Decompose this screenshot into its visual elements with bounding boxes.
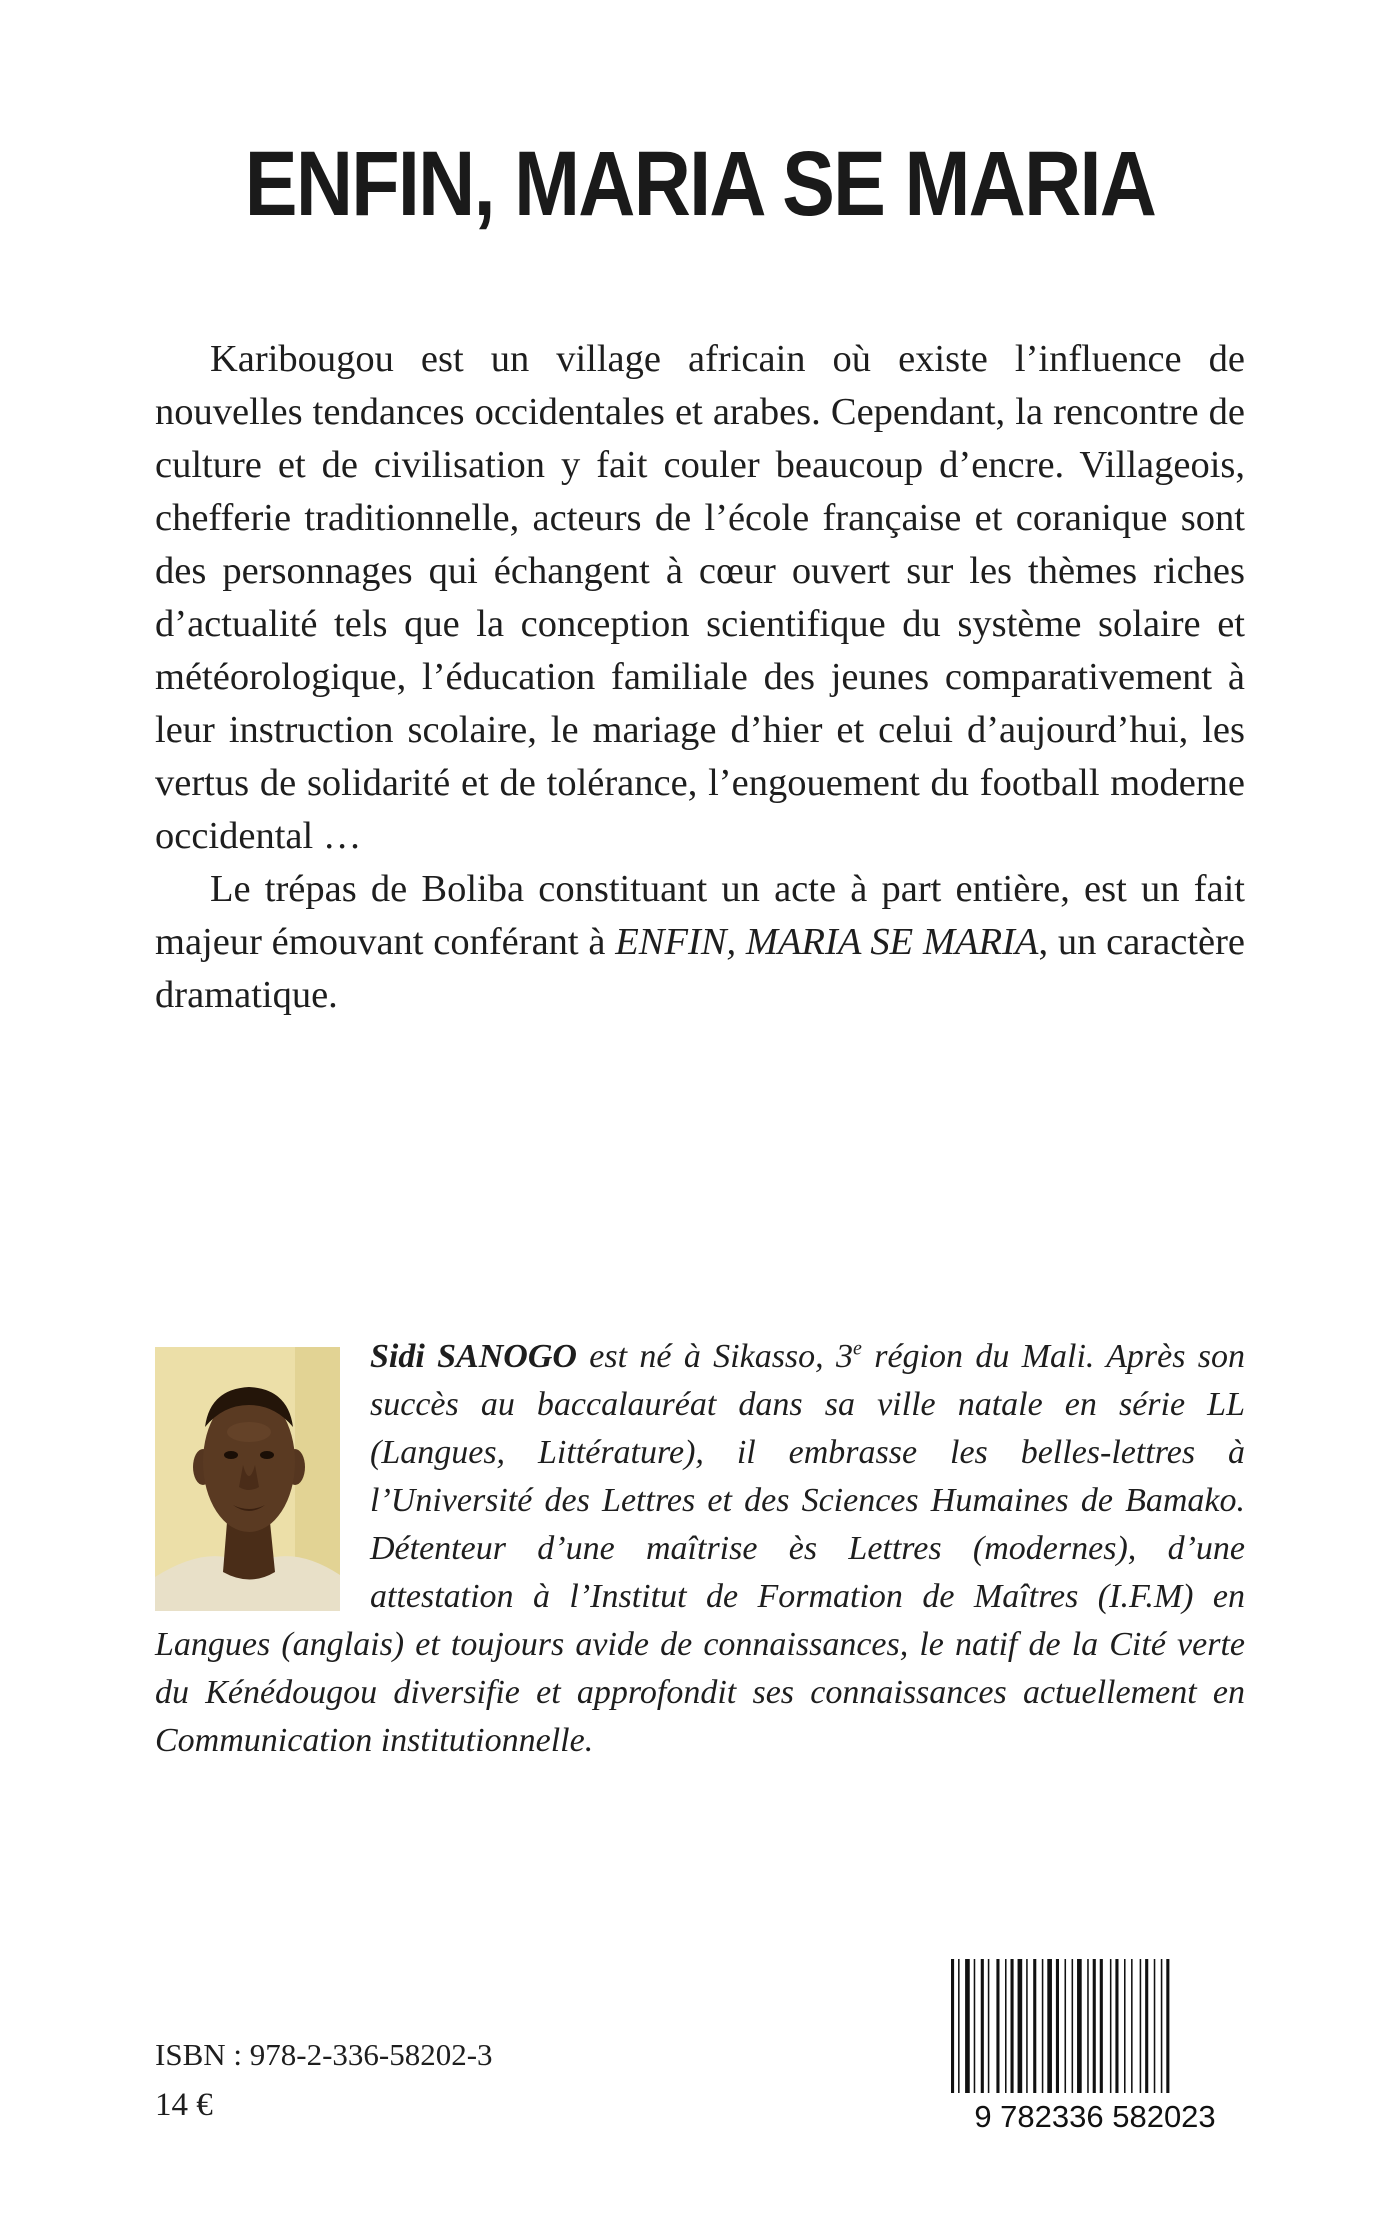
bio-text-rest: région du Mali. Après son succès au baccalauréat dans sa ville natale en série LL (Langues, Littérature), il embrasse les belles-lettres à l’Université des Lettres et des Sciences Humaines de Bamako. Détenteur d’une maîtrise ès Lettres (modernes), d’une attestation à l’Institut de Formation de Maîtres (I.F.M) en Langues (anglais) et toujours avide de connaissances, le natif de la Cité verte du Kénédougou diversifie et approfondit ses connaissances actuellement en Communication institutionnelle.	[155, 1338, 1245, 1759]
barcode-bar	[1018, 1959, 1023, 2093]
barcode-bar	[958, 1959, 960, 2093]
author-name: Sidi SANOGO	[370, 1338, 577, 1375]
barcode-bar	[996, 1959, 999, 2093]
barcode	[945, 1955, 1245, 2135]
barcode-number: 9 782336 582023	[974, 2099, 1216, 2134]
barcode-bar	[1161, 1959, 1163, 2093]
summary-paragraph-2-start: Le trépas de Boliba constituant un acte à part entière, est un fait majeur émouvant conférant à	[155, 868, 1245, 963]
barcode-bar	[1072, 1959, 1074, 2093]
barcode-bar	[988, 1959, 990, 2093]
barcode-bar	[1124, 1959, 1126, 2093]
barcode-bar	[1110, 1959, 1112, 2093]
summary-paragraph-1: Karibougou est un village africain où existe l’influence de nouvelles tendances occidentales et arabes. Cependant, la rencontre de culture et de civilisation y fait couler beaucoup d’encre. Villageois, chefferie traditionnelle, acteurs de l’école française et coranique sont des personnages qui échangent à cœur ouvert sur les thèmes riches d’actualité tels que la conception scientifique du système solaire et météorologique, l’éducation familiale des jeunes comparativement à leur instruction scolaire, le mariage d’hier et celui d’aujourd’hui, les vertus de solidarité et de tolérance, l’engouement du football moderne occidental …	[155, 338, 1245, 857]
barcode-bar	[1100, 1959, 1103, 2093]
barcode-bar	[1033, 1959, 1036, 2093]
barcode-bar	[1131, 1959, 1133, 2093]
barcode-bar	[1047, 1959, 1052, 2093]
barcode-bar	[1011, 1959, 1014, 2093]
ordinal-superscript: e	[853, 1337, 862, 1360]
price: 14 €	[155, 2087, 213, 2123]
summary-paragraph-2-end: , un caractère dramatique.	[155, 921, 1245, 1016]
barcode-bar	[1093, 1959, 1096, 2093]
barcode-bar	[965, 1959, 970, 2093]
barcode-bar	[951, 1959, 954, 2093]
bio-text-start: est né à Sikasso, 3	[576, 1338, 853, 1375]
barcode-bar	[981, 1959, 984, 2093]
barcode-bar	[1065, 1959, 1067, 2093]
barcode-bar	[1056, 1959, 1059, 2093]
book-title: ENFIN, MARIA SE MARIA	[244, 133, 1156, 235]
summary-paragraph-2	[155, 863, 1245, 1022]
barcode-bar	[1087, 1959, 1089, 2093]
book-summary	[155, 333, 1245, 1022]
barcode-bar	[1005, 1959, 1007, 2093]
barcode-bar	[1140, 1959, 1142, 2093]
barcode-bar	[1166, 1959, 1169, 2093]
author-biography	[155, 1333, 1245, 1765]
barcode-bar	[1026, 1959, 1028, 2093]
barcode-bar	[1145, 1959, 1148, 2093]
photo-spacer	[155, 1333, 340, 1620]
isbn: ISBN : 978-2-336-58202-3	[155, 2037, 493, 2072]
barcode-bar	[1077, 1959, 1082, 2093]
barcode-bar	[1154, 1959, 1156, 2093]
barcode-bar	[974, 1959, 976, 2093]
summary-title-reference: ENFIN, MARIA SE MARIA	[615, 921, 1039, 963]
barcode-bar	[1042, 1959, 1044, 2093]
barcode-bar	[1115, 1959, 1118, 2093]
